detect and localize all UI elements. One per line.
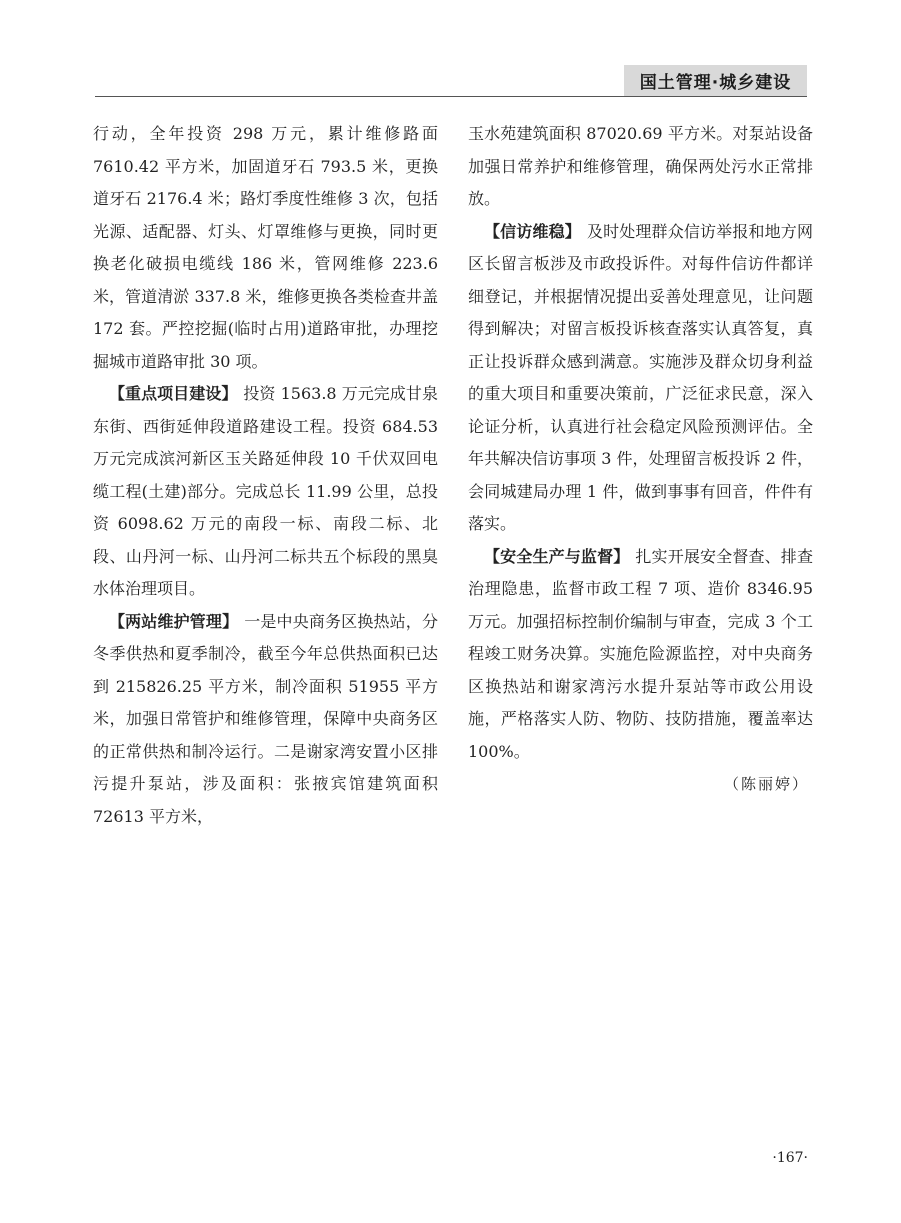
paragraph-road-maintenance: 行动，全年投资 298 万元，累计维修路面 7610.42 平方米，加固道牙石 793.5 米，更换道牙石 2176.4 米；路灯季度性维修 3 次，包括光源、适配器、灯头、灯罩维修与更换，同时更换老化破损电缆线 186 米，管网维修 223.6 米，管道清淤 337.8 米，维修更换各类检查井盖 172 套。严控挖掘(临时占用)道路审批，办理挖掘城市道路审批 30 项。: [93, 124, 438, 371]
page-number: · 167 ·: [760, 1150, 808, 1166]
paragraph-two-stations: [93, 606, 438, 834]
right-column: [468, 118, 813, 801]
text-safety: 扎实开展安全督查、排查治理隐患，监督市政工程 7 项、造价 8346.95 万元。加强招标控制价编制与审查，完成 3 个工程竣工财务决算。实施危险源监控，对中央商务区换热站和谢家湾污水提升泵站等市政公用设施，严格落实人防、物防、技防措施，覆盖率达 100%。: [468, 546, 813, 761]
heading-safety: 【 安全生产与监督 】: [484, 547, 635, 566]
heading-petitions: 【 信访维稳 】: [484, 222, 587, 241]
paragraph-safety: [468, 541, 813, 769]
text-petitions: 及时处理群众信访举报和地方网区长留言板涉及市政投诉件。对每件信访件都详细登记，并根据情况提出妥善处理意见，让问题得到解决；对留言板投诉核查落实认真答复，真正让投诉群众感到满意。实施涉及群众切身利益的重大项目和重要决策前，广泛征求民意，深入论证分析，认真进行社会稳定风险预测评估。全年共解决信访事项 3 件，处理留言板投诉 2 件，会同城建局办理 1 件，做到事事有回音，件件有落实。: [468, 221, 813, 533]
text-two-stations: 一是中央商务区换热站，分冬季供热和夏季制冷，截至今年总供热面积已达到 215826.25 平方米，制冷面积 51955 平方米，加强日常管护和维修管理，保障中央商务区的正常供热和制冷运行。二是谢家湾安置小区排污提升泵站，涉及面积：张掖宾馆建筑面积 72613 平方米，: [93, 611, 438, 826]
paragraph-pump-station: 玉水苑建筑面积 87020.69 平方米。对泵站设备加强日常养护和维修管理，确保两处污水正常排放。: [468, 124, 813, 208]
heading-key-projects: 【 重点项目建设 】: [109, 384, 243, 403]
paragraph-key-projects: [93, 378, 438, 606]
paragraph-petitions: [468, 216, 813, 541]
left-column: [93, 118, 438, 833]
heading-two-stations: 【 两站维护管理 】: [109, 612, 244, 631]
author-credit: （ 陈丽婷 ）: [468, 768, 813, 801]
header-divider: [95, 96, 807, 97]
text-key-projects: 投资 1563.8 万元完成甘泉东街、西街延伸段道路建设工程。投资 684.53 万元完成滨河新区玉关路延伸段 10 千伏双回电缆工程(土建)部分。完成总长 11.99 公里，总投资 6098.62 万元的南段一标、南段二标、北段、山丹河一标、山丹河二标共五个标段的黑臭水体治理项目。: [93, 384, 438, 598]
section-header: 国土管理·城乡建设: [624, 65, 807, 96]
